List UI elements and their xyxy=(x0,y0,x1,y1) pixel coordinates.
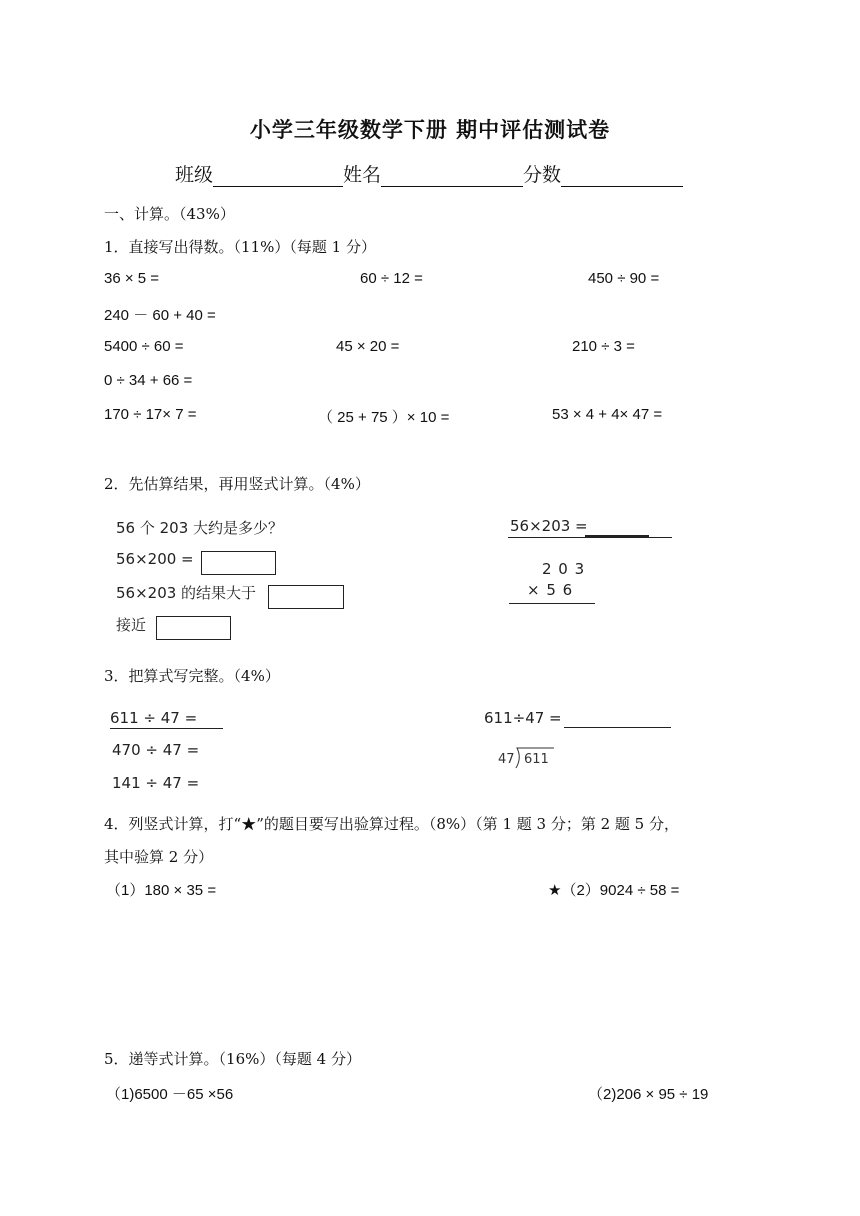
score-label: 分数 xyxy=(523,164,562,186)
q3-line-1: 611 ÷ 47 = xyxy=(110,709,198,727)
header-fields xyxy=(175,160,683,187)
q2-right-equation: 56×203 = xyxy=(510,517,588,535)
class-label: 班级 xyxy=(175,164,214,186)
q1-item: 36 × 5 = xyxy=(104,270,160,287)
q1-item: 5400 ÷ 60 = xyxy=(104,338,184,355)
page-title: 小学三年级数学下册 期中评估测试卷 xyxy=(249,117,611,142)
q2-vertical-line xyxy=(509,603,595,604)
q5-problem-1: （1)6500 －65 ×56 xyxy=(106,1086,234,1103)
q4-heading: 4．列竖式计算，打“★”的题目要写出验算过程。（8%）（第 1 题 3 分；第 2 题 5 分， xyxy=(104,815,679,833)
q3-right-equation: 611÷47 = xyxy=(484,709,562,727)
q3-line-2: 470 ÷ 47 = xyxy=(112,741,200,759)
name-label: 姓名 xyxy=(343,164,382,186)
q1-item: （ 25 + 75 ）× 10 = xyxy=(318,409,450,426)
q1-item: 210 ÷ 3 = xyxy=(572,338,635,355)
q2-greater-label: 56×203 的结果大于 xyxy=(116,584,257,602)
q5-heading: 5．递等式计算。（16%）（每题 4 分） xyxy=(104,1050,361,1068)
q2-vertical-top: 2 0 3 xyxy=(542,560,586,578)
division-dividend: 611 xyxy=(524,752,549,767)
q1-item: 60 ÷ 12 = xyxy=(360,270,423,287)
class-blank[interactable] xyxy=(213,166,343,187)
q2-question: 56 个 203 大约是多少？ xyxy=(116,519,284,537)
q1-item: 0 ÷ 34 + 66 = xyxy=(104,372,193,389)
q2-vertical-bottom: × 5 6 xyxy=(527,581,574,599)
q4-heading-cont: 其中验算 2 分） xyxy=(104,848,214,866)
q3-heading: 3．把算式写完整。（4%） xyxy=(104,667,280,685)
q1-item: 450 ÷ 90 = xyxy=(588,270,660,287)
q4-problem-2: ★（2）9024 ÷ 58 = xyxy=(548,882,680,899)
q3-answer-underline[interactable] xyxy=(564,727,671,728)
q5-problem-2: （2)206 × 95 ÷ 19 xyxy=(588,1086,709,1103)
q2-close-label: 接近 xyxy=(116,616,147,634)
q1-item: 240 － 60 + 40 = xyxy=(104,307,216,324)
q2-heading: 2．先估算结果，再用竖式计算。（4%） xyxy=(104,475,370,493)
q3-line-3: 141 ÷ 47 = xyxy=(112,774,200,792)
name-blank[interactable] xyxy=(381,166,523,187)
q2-estimate-label: 56×200 = xyxy=(116,550,194,568)
close-answer-box[interactable] xyxy=(156,616,231,640)
q1-item: 45 × 20 = xyxy=(336,338,400,355)
estimate-answer-box[interactable] xyxy=(201,551,276,575)
q2-answer-underline[interactable] xyxy=(508,537,672,538)
greater-answer-box[interactable] xyxy=(268,585,344,609)
q1-item: 53 × 4 + 4× 47 = xyxy=(552,406,663,423)
part-heading: 一、计算。（43%） xyxy=(104,205,235,223)
q1-heading: 1．直接写出得数。（11%）（每题 1 分） xyxy=(104,238,376,256)
score-blank[interactable] xyxy=(561,166,683,187)
q4-problem-1: （1）180 × 35 = xyxy=(106,882,217,899)
q1-item: 170 ÷ 17× 7 = xyxy=(104,406,197,423)
q3-line-1-underline xyxy=(110,728,223,729)
division-divisor: 47 xyxy=(498,752,515,767)
